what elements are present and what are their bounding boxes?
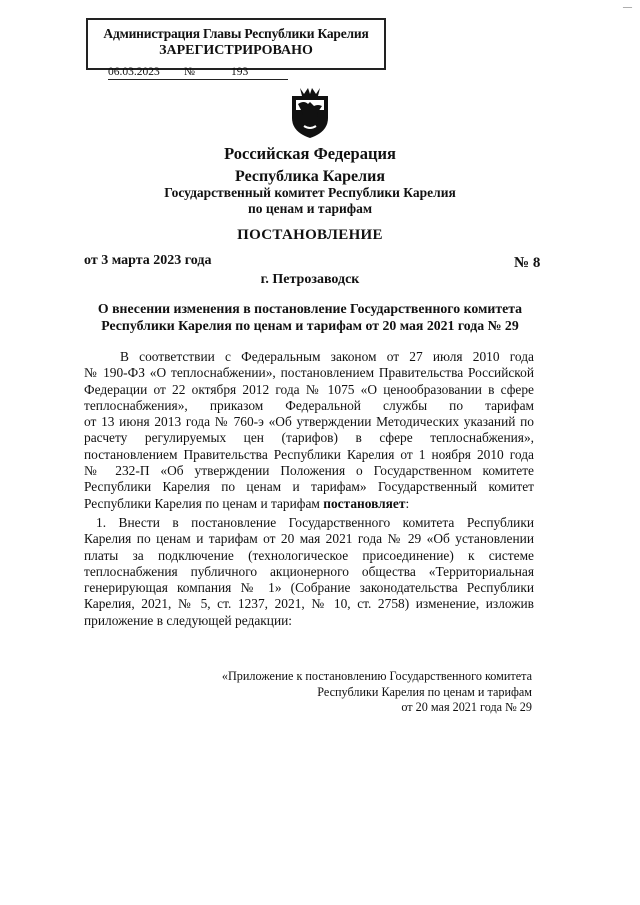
clause-line: платы за подключение (технологическое присоединение) к системе [84,547,534,563]
document-number: № 8 [514,255,541,271]
preamble-line: В соответствии с Федеральным законом от 27 июля 2010 года [120,349,534,364]
committee-heading-line2: по ценам и тарифам [247,201,373,216]
stamp-registered: ЗАРЕГИСТРИРОВАНО [159,43,313,58]
committee-heading-line1: Государственный комитет Республики Карелия [164,185,456,200]
resolves-keyword: постановляет [323,495,406,511]
karelia-coat-of-arms-icon [288,86,332,140]
clause-line: приложение в следующей редакции: [84,612,292,628]
preamble-paragraph [84,349,534,512]
appendix-line1: «Приложение к постановлению Государственного комитета [221,669,532,683]
registration-number: 193 [231,66,249,78]
preamble-line: № 232-П «Об утверждении Положения о Государственном комитете [84,463,534,479]
republic-heading: Республика Карелия [235,168,385,185]
document-title-line1: О внесении изменения в постановление Государственного комитета [97,301,523,316]
preamble-line: от 13 июня 2013 года № 760-э «Об утверждении Методических указаний по [84,414,534,430]
registration-stamp [86,18,386,70]
preamble-colon: : [405,495,410,511]
appendix-line2: Республики Карелия по ценам и тарифам [317,684,532,699]
appendix-line3: от 20 мая 2021 года № 29 [401,700,532,714]
clause-line: теплоснабжения публичного акционерного общества «Территориальная [84,563,534,579]
preamble-line: Федерации от 22 октября 2012 года № 1075 «О ценообразовании в сфере [84,381,534,397]
clause-line: 1. Внести в постановление Государственного комитета Республики [96,515,534,530]
country-heading: Российская Федерация [224,144,396,163]
preamble-line: Республики Карелия по ценам и тарифам» Государственный комитет [84,479,534,495]
document-title-line2: Республики Карелия по ценам и тарифам от 20 мая 2021 года № 29 [101,318,519,333]
registration-underline [108,79,288,80]
stamp-authority: Администрация Главы Республики Карелия [103,26,369,41]
clause-line: генерирующая компания № 1» (Собрание законодательства Республики [84,580,534,596]
corner-mark: — [623,2,632,12]
clause-1-paragraph [84,515,534,629]
document-date: от 3 марта 2023 года [84,253,212,268]
document-city: г. Петрозаводск [260,272,360,287]
preamble-last-text: Республики Карелия по ценам и тарифам [84,495,324,511]
registration-date: 06.03.2023 [108,66,160,78]
registration-number-label: № [184,66,195,78]
preamble-line: постановлением Правительства Республики Карелия от 1 ноября 2010 года [84,446,534,462]
clause-line: Карелия, 2021, № 5, ст. 1237, 2021, № 10, ст. 2758) изменение, изложив [84,596,534,612]
preamble-line: расчету регулируемых цен (тарифов) в сфере теплоснабжения», [84,430,534,446]
preamble-line: № 190-ФЗ «О теплоснабжении», постановлением Правительства Российской [84,365,534,381]
appendix-header [222,669,532,716]
clause-line: Карелия по ценам и тарифам от 20 мая 2021 года № 29 «Об установлении [84,531,534,547]
preamble-line: теплоснабжения», приказом Федеральной службы по тарифам [84,397,534,413]
document-type: ПОСТАНОВЛЕНИЕ [237,227,383,243]
preamble-last-line [84,496,534,512]
